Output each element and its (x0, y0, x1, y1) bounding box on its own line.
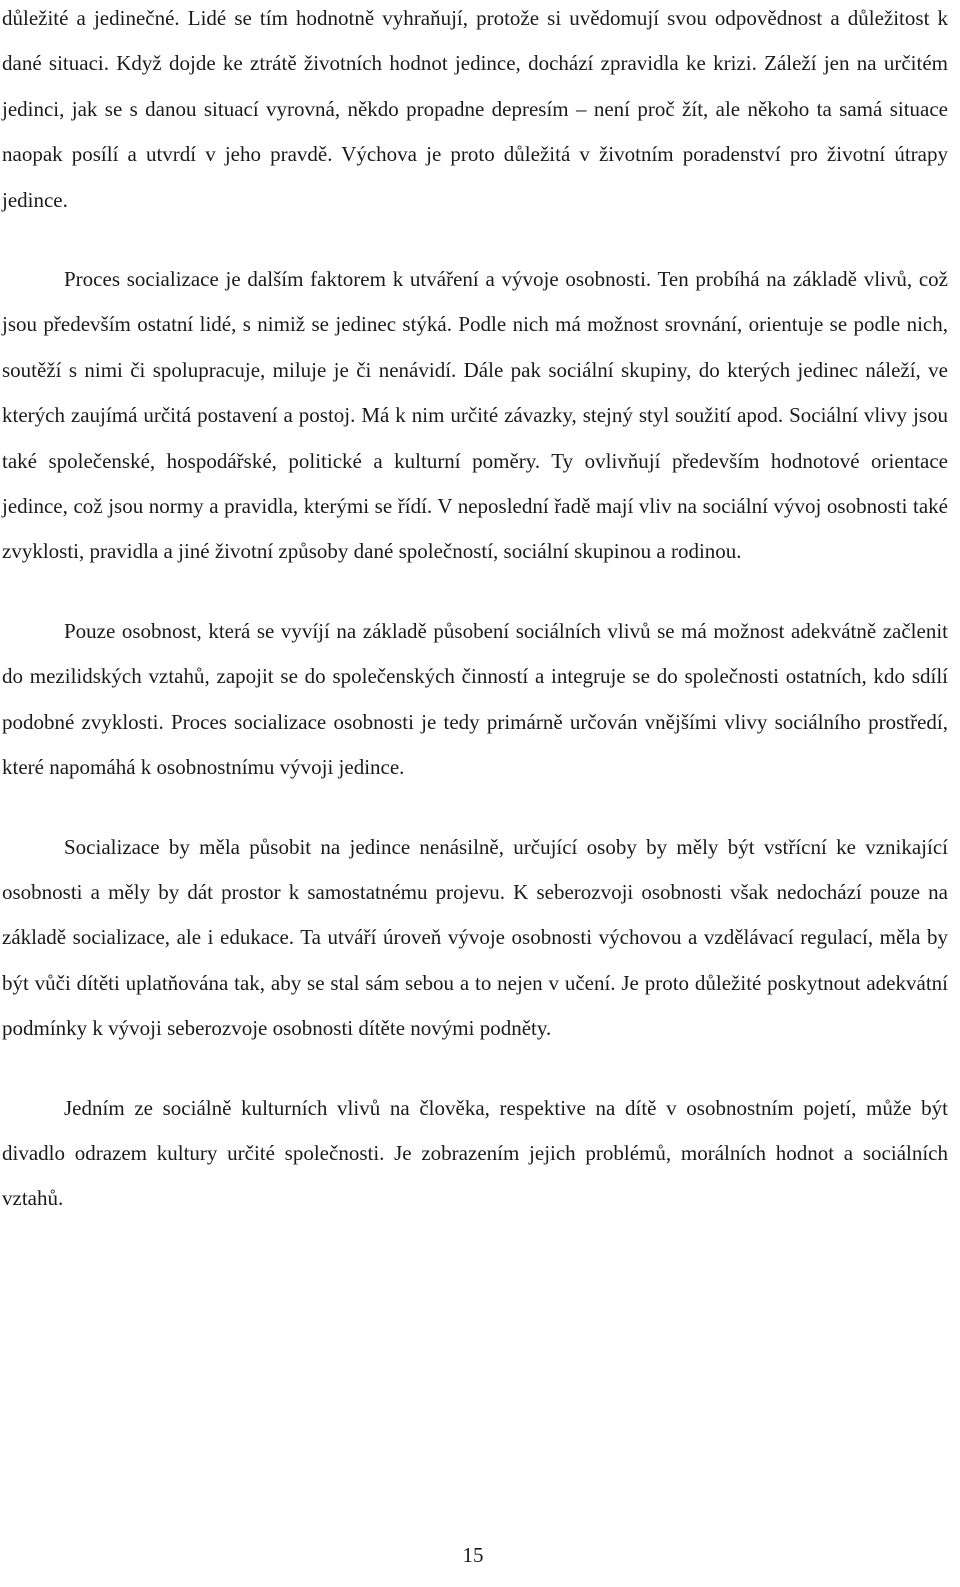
page-number: 15 (462, 1543, 484, 1567)
body-text (2, 0, 948, 1222)
paragraph-2: Proces socializace je dalším faktorem k utváření a vývoje osobnosti. Ten probíhá na základě vlivů, což jsou především ostatní lidé, s nimiž se jedinec stýká. Podle nich má možnost srovnání, orientuje se podle nich, soutěží s nimi či spolupracuje, miluje je či nenávidí. Dále pak sociální skupiny, do kterých jedinec náleží, ve kterých zaujímá určitá postavení a postoj. Má k nim určité závazky, stejný styl soužití apod. Sociální vlivy jsou také společenské, hospodářské, politické a kulturní poměry. Ty ovlivňují především hodnotové orientace jedince, což jsou normy a pravidla, kterými se řídí. V neposlední řadě mají vliv na sociální vývoj osobnosti také zvyklosti, pravidla a jiné životní způsoby dané společností, sociální skupinou a rodinou. (2, 267, 948, 564)
paragraph-spacer (2, 223, 948, 257)
paragraph-3: Pouze osobnost, která se vyvíjí na základě působení sociálních vlivů se má možnost adekvátně začlenit do mezilidských vztahů, zapojit se do společenských činností a integruje se do společnosti ostatních, kdo sdílí podobné zvyklosti. Proces socializace osobnosti je tedy primárně určován vnějšími vlivy sociálního prostředí, které napomáhá k osobnostnímu vývoji jedince. (2, 618, 948, 780)
paragraph-4: Socializace by měla působit na jedince nenásilně, určující osoby by měly být vstřícní ke vznikající osobnosti a měly by dát prostor k samostatnému projevu. K seberozvoji osobnosti však nedochází pouze na základě socializace, ale i edukace. Ta utváří úroveň vývoje osobnosti výchovou a vzdělávací regulací, měla by být vůči dítěti uplatňována tak, aby se stal sám sebou a to nejen v učení. Je proto důležité poskytnout adekvátní podmínky k vývoji seberozvoje osobnosti dítěte novými podněty. (2, 834, 948, 1041)
paragraph-spacer (2, 1052, 948, 1086)
paragraph-1: důležité a jedinečné. Lidé se tím hodnotně vyhraňují, protože si uvědomují svou odpovědnost a důležitost k dané situaci. Když dojde ke ztrátě životních hodnot jedince, dochází zpravidla ke krizi. Záleží jen na určitém jedinci, jak se s danou situací vyrovná, někdo propadne depresím – není proč žít, ale někoho ta samá situace naopak posílí a utvrdí v jeho pravdě. Výchova je proto důležitá v životním poradenství pro životní útrapy jedince. (2, 6, 948, 212)
paragraph-5: Jedním ze sociálně kulturních vlivů na člověka, respektive na dítě v osobnostním pojetí, může být divadlo odrazem kultury určité společnosti. Je zobrazením jejich problémů, morálních hodnot a sociálních vztahů. (2, 1095, 948, 1211)
paragraph-spacer (2, 791, 948, 825)
paragraph-spacer (2, 575, 948, 609)
